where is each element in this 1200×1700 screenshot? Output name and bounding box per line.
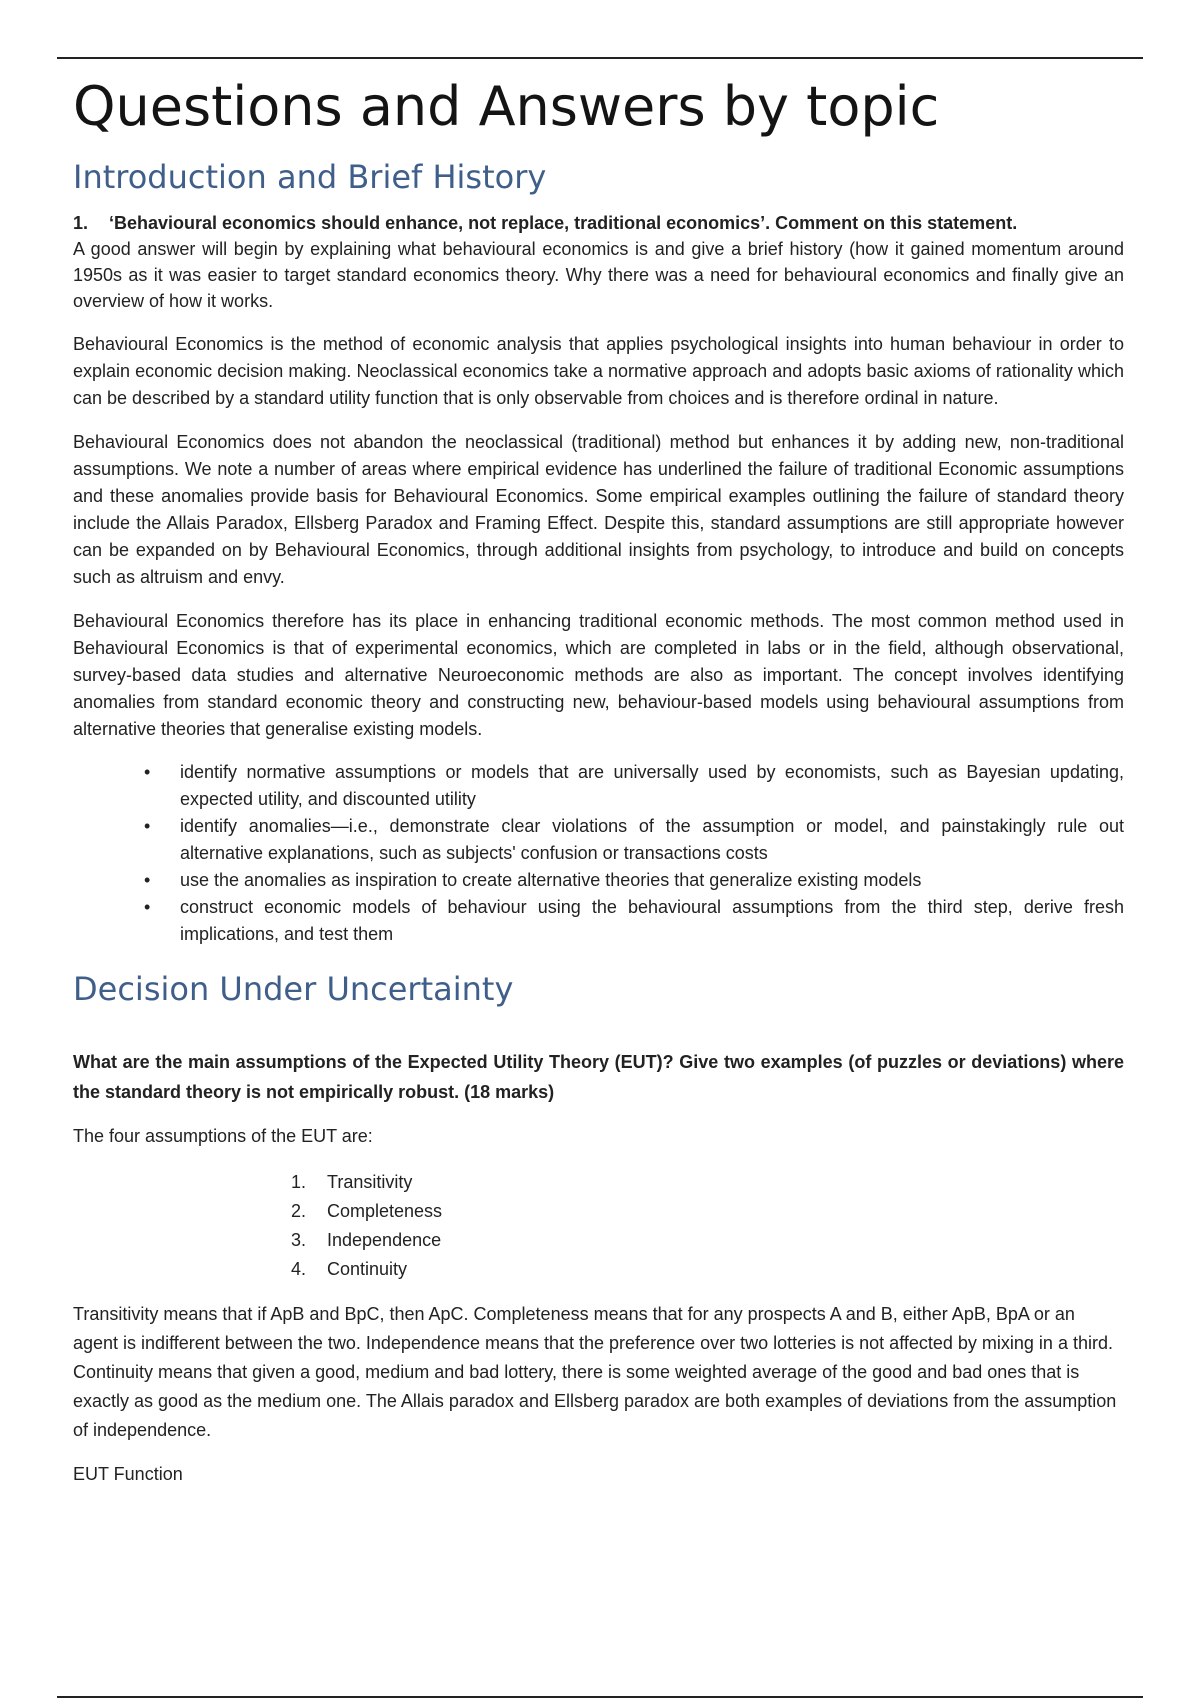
list-item: 2. Completeness — [291, 1201, 443, 1221]
answer-paragraph-4: Behavioural Economics therefore has its place in enhancing traditional economic methods. The most common method used in Behavioural Economics is that of experimental economics, which are completed in labs or in the field, although observational, survey-based data studies and alternative Neuroeconomic methods are also as important. The concept involves identifying anomalies from standard economic theory and constructing new, behaviour-based models using behavioural assumptions from alternative theories that generalise existing models. — [73, 611, 1124, 739]
list-item: • identify anomalies—i.e., demonstrate clear violations of the assumption or model, and painstakingly rule out alternative explanations, such as subjects' confusion or transactions costs — [180, 813, 1124, 867]
list-item: 1. Transitivity — [291, 1172, 413, 1192]
question-text: ‘Behavioural economics should enhance, not replace, traditional economics’. Comment on this statement. — [109, 213, 1018, 233]
assumptions-intro: The four assumptions of the EUT are: — [73, 1126, 373, 1146]
question-1 — [73, 210, 1124, 236]
question-2: What are the main assumptions of the Expected Utility Theory (EUT)? Give two examples (of puzzles or deviations) where the standard theory is not empirically robust. (18 marks) — [73, 1052, 1124, 1102]
question-number: 1. — [73, 213, 89, 233]
assumptions-list — [73, 1168, 1124, 1284]
document-page — [73, 72, 1124, 1488]
assumptions-explanation: Transitivity means that if ApB and BpC, then ApC. Completeness means that for any prospects A and B, either ApB, BpA or an agent is indifferent between the two. Independence means that the preference over two lotteries is not affected by mixing in a third. Continuity means that given a good, medium and bad lottery, there is some weighted average of the good and bad ones that is exactly as good as the medium one. The Allais paradox and Ellsberg paradox are both examples of deviations from the assumption of independence. — [73, 1304, 1117, 1440]
answer-paragraph-1: A good answer will begin by explaining what behavioural economics is and give a brief history (how it gained momentum around 1950s as it was easier to target standard economics theory. Why there was a need for behavioural economics and finally give an overview of how it works. — [73, 239, 1124, 311]
answer-paragraph-2: Behavioural Economics is the method of economic analysis that applies psychological insights into human behaviour in order to explain economic decision making. Neoclassical economics take a normative approach and adopts basic axioms of rationality which can be described by a standard utility function that is only observable from choices and is therefore ordinal in nature. — [73, 334, 1124, 408]
list-item: 3. Independence — [291, 1230, 442, 1250]
section-heading-decision: Decision Under Uncertainty — [73, 970, 514, 1008]
bottom-rule — [57, 1696, 1143, 1698]
list-item: • use the anomalies as inspiration to create alternative theories that generalize existing models — [180, 867, 1124, 894]
section-heading-introduction: Introduction and Brief History — [73, 158, 547, 196]
list-item: 4. Continuity — [291, 1259, 408, 1279]
document-title: Questions and Answers by topic — [73, 75, 940, 138]
list-item: • construct economic models of behaviour using the behavioural assumptions from the third step, derive fresh implications, and test them — [180, 894, 1124, 948]
top-rule — [57, 57, 1143, 59]
eut-function-label: EUT Function — [73, 1464, 183, 1484]
list-item: • identify normative assumptions or models that are universally used by economists, such as Bayesian updating, expected utility, and discounted utility — [180, 759, 1124, 813]
method-steps-list — [73, 759, 1124, 948]
answer-paragraph-3: Behavioural Economics does not abandon the neoclassical (traditional) method but enhances it by adding new, non-traditional assumptions. We note a number of areas where empirical evidence has underlined the failure of traditional Economic assumptions and these anomalies provide basis for Behavioural Economics. Some empirical examples outlining the failure of standard theory include the Allais Paradox, Ellsberg Paradox and Framing Effect. Despite this, standard assumptions are still appropriate however can be expanded on by Behavioural Economics, through additional insights from psychology, to introduce and build on concepts such as altruism and envy. — [73, 432, 1124, 587]
